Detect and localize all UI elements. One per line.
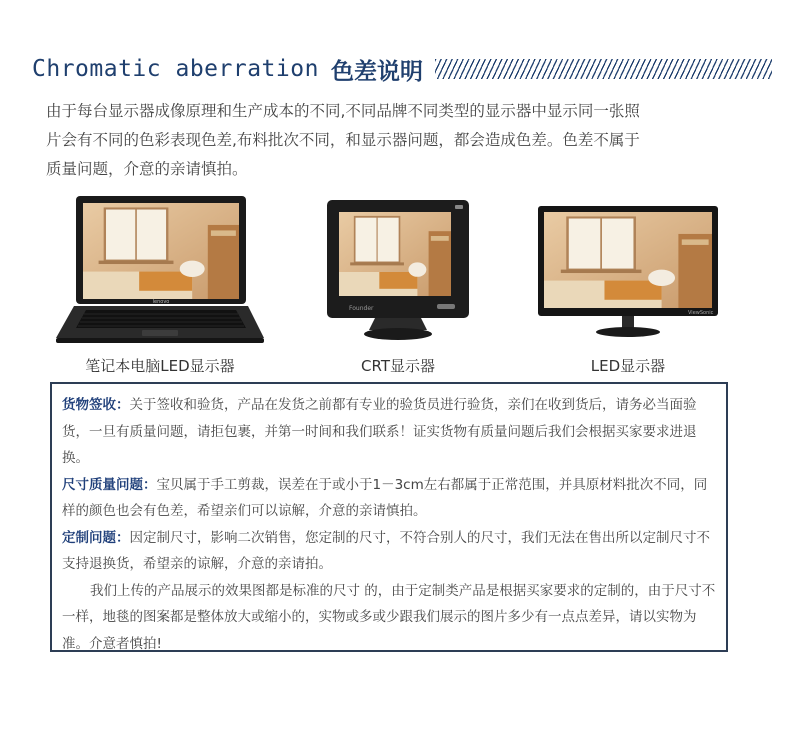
device-label-crt: CRT显示器 — [361, 357, 435, 375]
intro-line: 片会有不同的色彩表现色差,布料批次不同，和显示器问题，都会造成色差。色差不属于 — [46, 131, 640, 149]
brand-logo-lenovo: lenovo — [152, 299, 170, 305]
device-label-laptop: 笔记本电脑LED显示器 — [85, 357, 235, 375]
notice-label: 尺寸质量问题： — [62, 476, 157, 493]
intro-line: 质量问题，介意的亲请慎拍。 — [46, 160, 248, 178]
notice-receipt — [62, 392, 716, 472]
led-monitor-icon — [538, 206, 718, 344]
decorative-hatch-line — [435, 59, 772, 79]
brand-logo-viewsonic: ViewSonic — [688, 310, 714, 316]
intro-line: 由于每台显示器成像原理和生产成本的不同,不同品牌不同类型的显示器中显示同一张照 — [46, 102, 640, 120]
notice-label: 定制问题： — [62, 529, 130, 546]
notice-text: 关于签收和验货，产品在发货之前都有专业的验货员进行验货，亲们在收到货后，请务必当面验货，一旦有质量问题，请拒包裹，并第一时间和我们联系！证实货物有质量问题后我们会根据买家要求进退换。 — [62, 397, 697, 466]
laptop-icon — [56, 196, 264, 350]
notice-text: 宝贝属于手工剪裁，误差在于或小于1－3cm左右都属于正常范围，并具原材料批次不同，同样的颜色也会有色差，希望亲们可以谅解，介意的亲请慎拍。 — [62, 476, 708, 519]
notice-size-quality — [62, 472, 716, 525]
title-chinese: 色差说明 — [330, 58, 423, 85]
intro-paragraph — [46, 97, 754, 184]
brand-logo-founder: Founder — [349, 305, 374, 312]
notice-box — [50, 382, 728, 652]
notice-text: 因定制尺寸，影响二次销售，您定制的尺寸，不符合别人的尺寸，我们无法在售出所以定制尺寸不支持退换货，希望亲的谅解，介意的亲请拍。 — [62, 529, 710, 572]
notice-display-disclaimer: 我们上传的产品展示的效果图都是标准的尺寸 的，由于定制类产品是根据买家要求的定制的，由于尺寸不一样，地毯的图案都是整体放大或缩小的，实物或多或少跟我们展示的图片多少有一点点差异，请以实物为准。介意者慎拍! — [62, 582, 716, 652]
device-label-led: LED显示器 — [590, 357, 666, 375]
crt-monitor-icon — [327, 200, 469, 346]
title-english: Chromatic aberration — [32, 56, 319, 82]
section-header — [32, 52, 772, 86]
notice-custom — [62, 525, 716, 578]
notice-label: 货物签收： — [62, 397, 130, 413]
